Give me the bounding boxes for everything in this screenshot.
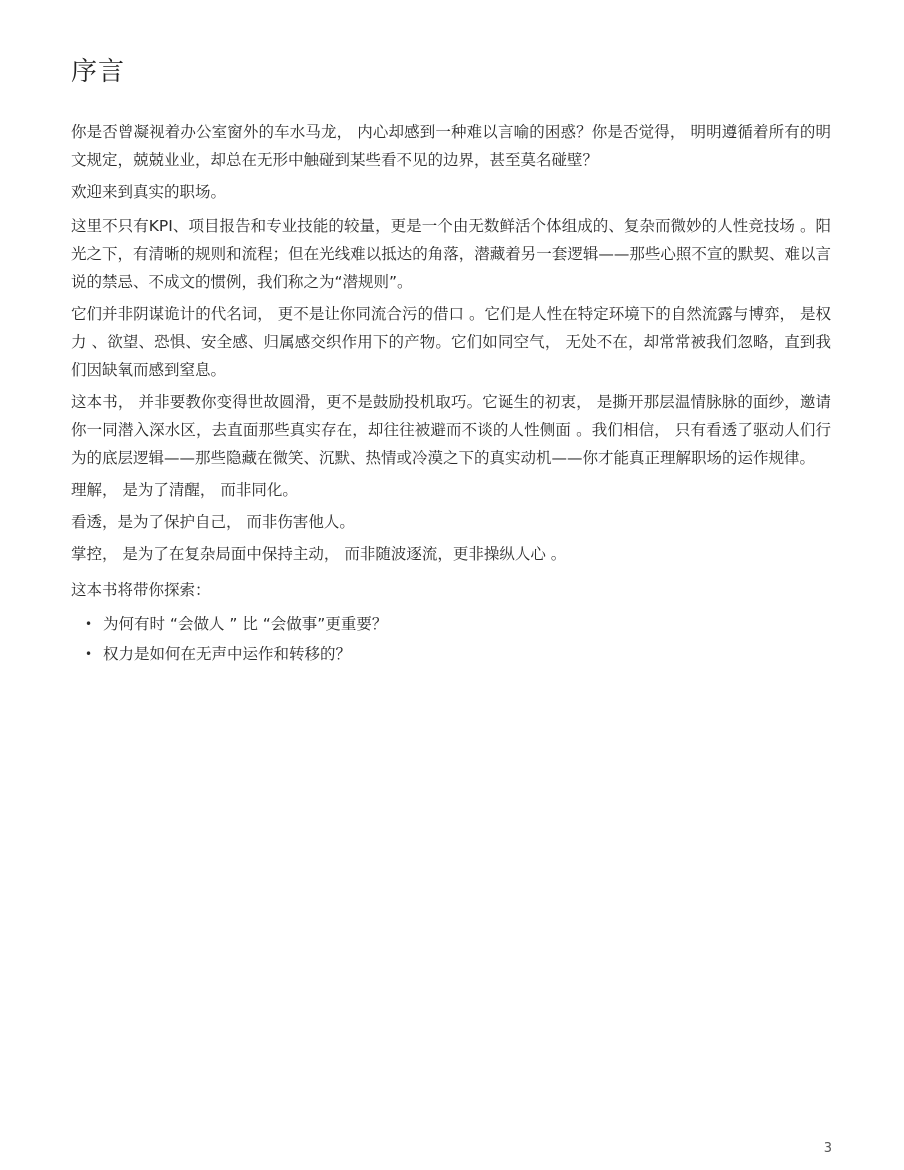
list-intro: 这本书将带你探索： [71,581,211,599]
list-item [71,610,831,638]
list-item [71,640,831,668]
list-item-text: 权力是如何在无声中运作和转移的？ [103,645,352,663]
paragraph-opening-question: 你是否曾凝视着办公室窗外的车水马龙， 内心却感到一种难以言喻的困惑？你是否觉得， 明明遵循着所有的明文规定，兢兢业业，却总在无形中触碰到某些看不见的边界，甚至莫名碰壁？ [71,123,831,169]
page-title: 序言 [71,57,126,87]
list-item-text: 为何有时 “会做人 ” 比 “会做事”更重要？ [103,615,388,633]
paragraph-arena: 这里不只有KPI、项目报告和专业技能的较量，更是一个由无数鲜活个体组成的、复杂而微妙的人性竞技场 。阳光之下，有清晰的规则和流程；但在光线难以抵达的角落，潜藏着另一套逻辑——那些心照不宣的默契、难以言说的禁忌、不成文的惯例，我们称之为“潜规则”。 [71,217,831,291]
page-number: 3 [823,1141,832,1156]
paragraph-control: 掌控， 是为了在复杂局面中保持主动， 而非随波逐流，更非操纵人心 。 [71,545,567,563]
paragraph-book-purpose: 这本书， 并非要教你变得世故圆滑，更不是鼓励投机取巧。它诞生的初衷， 是撕开那层温情脉脉的面纱，邀请你一同潜入深水区，去直面那些真实存在，却往往被避而不谈的人性侧面 。我们相信， 只有看透了驱动人们行为的底层逻辑——那些隐藏在微笑、沉默、热情或冷漠之下的真实动机——你才能真正理解职场的运作规律。 [71,393,831,467]
paragraph-understand: 理解， 是为了清醒， 而非同化。 [71,481,298,499]
paragraph-human-nature: 它们并非阴谋诡计的代名词， 更不是让你同流合污的借口 。它们是人性在特定环境下的自然流露与博弈， 是权力 、欲望、恐惧、安全感、归属感交织作用下的产物。它们如同空气， 无处不在，却常常被我们忽略，直到我们因缺氧而感到窒息。 [71,305,831,379]
paragraph-see-through: 看透，是为了保护自己， 而非伤害他人。 [71,513,355,531]
paragraph-welcome: 欢迎来到真实的职场。 [71,183,227,201]
bullet-icon: • [85,647,93,661]
explore-list [71,610,831,668]
bullet-icon: • [85,617,93,631]
document-page [71,54,831,670]
